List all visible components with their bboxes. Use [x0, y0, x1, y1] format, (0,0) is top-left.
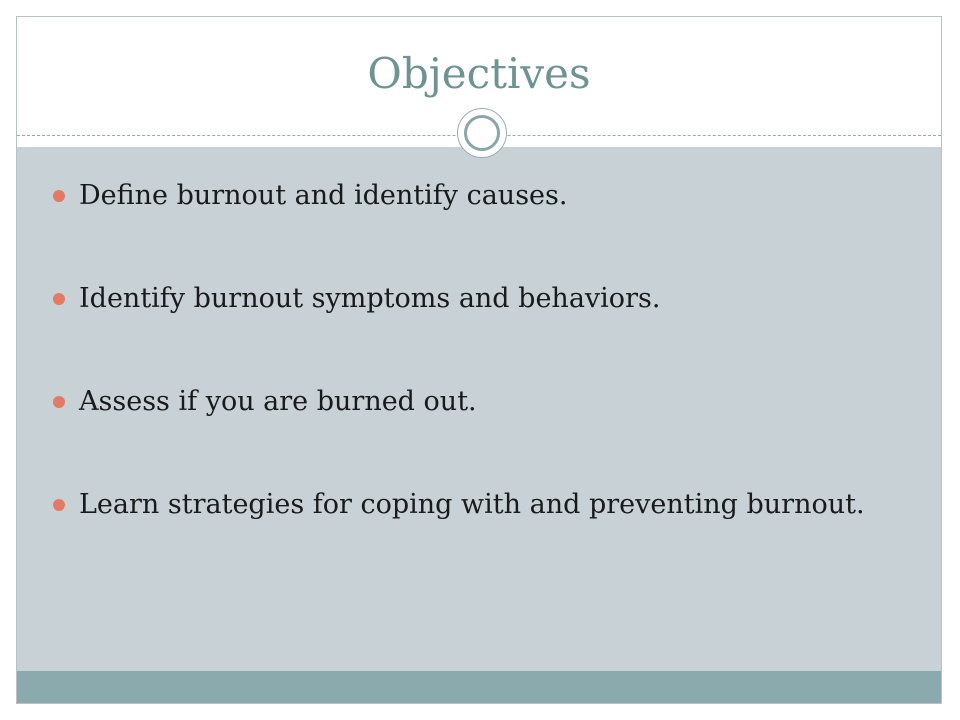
- bullet-text: Learn strategies for coping with and preventing burnout.: [79, 489, 865, 520]
- bullet-dot-icon: [53, 499, 65, 511]
- bullet-item: [47, 486, 907, 524]
- bullet-item: [47, 280, 907, 318]
- footer-bar: [17, 671, 941, 704]
- bullet-dot-icon: [53, 396, 65, 408]
- bullet-item: [47, 177, 907, 215]
- bullet-item: [47, 383, 907, 421]
- bullet-dot-icon: [53, 190, 65, 202]
- ring-icon: [458, 109, 506, 157]
- ring-inner-icon: [464, 115, 500, 151]
- slide-title: Objectives: [367, 49, 591, 98]
- bullet-list: [47, 177, 907, 524]
- bullet-dot-icon: [53, 293, 65, 305]
- bullet-text: Define burnout and identify causes.: [79, 180, 568, 211]
- bullet-text: Assess if you are burned out.: [79, 386, 477, 417]
- bullet-text: Identify burnout symptoms and behaviors.: [79, 283, 661, 314]
- slide: [16, 16, 942, 704]
- content-panel: [17, 147, 941, 671]
